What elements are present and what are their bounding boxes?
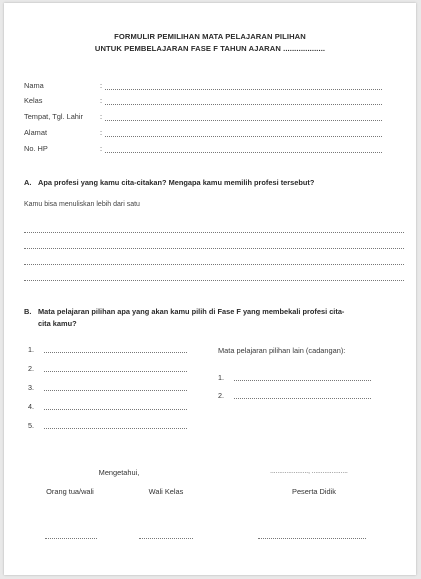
homeroom-signature-line[interactable] [139, 538, 193, 539]
form-subtitle: UNTUK PEMBELAJARAN FASE F TAHUN AJARAN ................... [94, 44, 326, 53]
alt-subject-number-2: 2. [218, 391, 224, 400]
parent-signature-line[interactable] [45, 538, 97, 539]
name-label: Nama [24, 81, 44, 90]
phone-field[interactable] [105, 152, 382, 153]
answer-line-3[interactable] [24, 264, 404, 265]
address-colon: : [100, 128, 103, 137]
address-field[interactable] [105, 136, 382, 137]
subject-number-3: 3. [28, 383, 34, 392]
homeroom-teacher-label: Wali Kelas [148, 487, 184, 496]
section-a-hint: Kamu bisa menuliskan lebih dari satu [24, 201, 140, 208]
section-a-question: Apa profesi yang kamu cita-citakan? Mengapa kamu memilih profesi tersebut? [38, 178, 315, 187]
alt-subject-field-2[interactable] [234, 398, 371, 399]
subject-number-4: 4. [28, 402, 34, 411]
section-b-question-line2: cita kamu? [38, 319, 77, 328]
subject-field-2[interactable] [44, 371, 187, 372]
alt-subject-number-1: 1. [218, 373, 224, 382]
class-label: Kelas [24, 96, 43, 105]
subject-number-2: 2. [28, 364, 34, 373]
name-colon: : [100, 81, 103, 90]
student-signature-line[interactable] [258, 538, 366, 539]
answer-line-4[interactable] [24, 280, 404, 281]
birth-label: Tempat, Tgl. Lahir [24, 112, 84, 121]
section-a-letter: A. [24, 178, 32, 187]
answer-line-1[interactable] [24, 232, 404, 233]
phone-colon: : [100, 144, 103, 153]
birth-field[interactable] [105, 120, 382, 121]
subject-field-4[interactable] [44, 409, 187, 410]
form-title: FORMULIR PEMILIHAN MATA PELAJARAN PILIHAN [114, 32, 306, 41]
class-field[interactable] [105, 104, 382, 105]
subject-field-1[interactable] [44, 352, 187, 353]
answer-line-2[interactable] [24, 248, 404, 249]
student-label: Peserta Didik [292, 487, 336, 496]
subject-field-5[interactable] [44, 428, 187, 429]
alt-subject-field-1[interactable] [234, 380, 371, 381]
section-b-letter: B. [24, 307, 32, 316]
name-field[interactable] [105, 89, 382, 90]
alternate-subjects-title: Mata pelajaran pilihan lain (cadangan): [218, 346, 346, 355]
parent-label: Orang tua/wali [46, 487, 94, 496]
subject-field-3[interactable] [44, 390, 187, 391]
birth-colon: : [100, 112, 103, 121]
form-page [4, 3, 416, 575]
subject-number-5: 5. [28, 421, 34, 430]
class-colon: : [100, 96, 103, 105]
address-label: Alamat [24, 128, 48, 137]
date-blank: ....................., .................... [270, 468, 348, 475]
section-b-question-line1: Mata pelajaran pilihan apa yang akan kamu pilih di Fase F yang membekali profesi cita- [38, 307, 345, 316]
phone-label: No. HP [24, 144, 48, 153]
subject-number-1: 1. [28, 345, 34, 354]
acknowledged-label: Mengetahui, [98, 468, 140, 477]
